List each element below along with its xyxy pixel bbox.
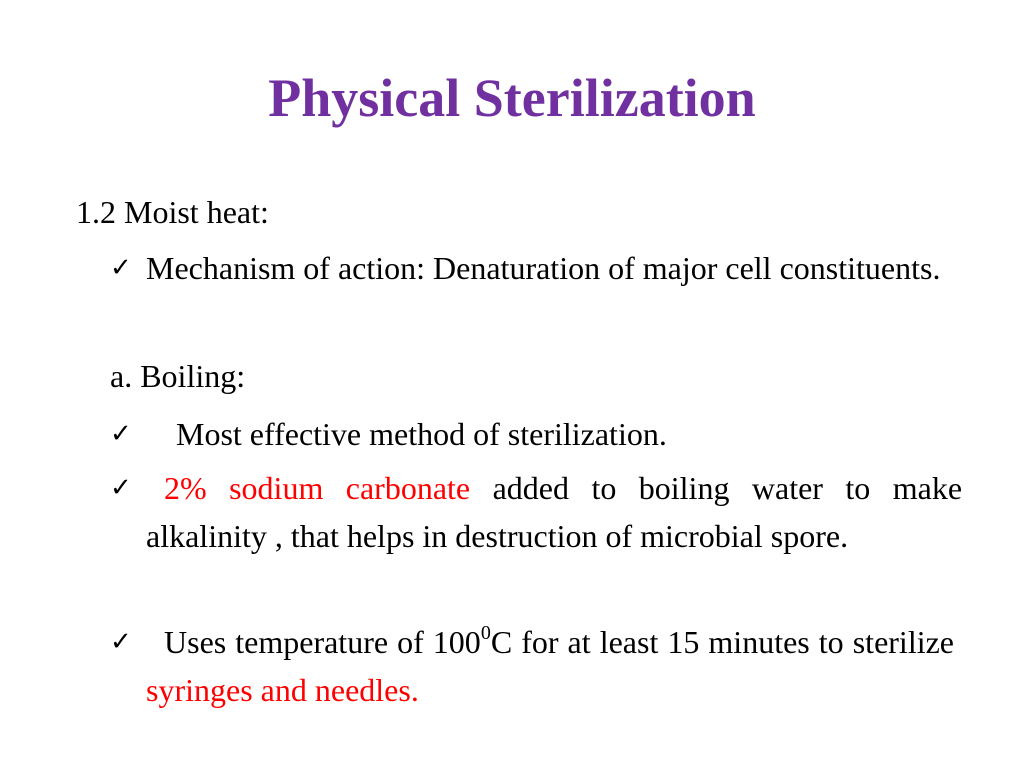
bullet-temperature-text [110, 618, 962, 714]
checkmark-icon: ✓ [110, 627, 132, 657]
highlight-syringes-needles: syringes and needles. [146, 672, 419, 708]
bullet-sodium-carbonate [110, 464, 962, 560]
highlight-sodium-carbonate: 2% sodium carbonate [164, 470, 471, 506]
checkmark-icon: ✓ [110, 419, 132, 449]
bullet-effective [110, 410, 962, 458]
bullet-temperature-middle: C for at least 15 minutes to sterilize [490, 624, 955, 660]
bullet-effective-text: Most effective method of sterilization. [176, 416, 667, 452]
subsection-heading: a. Boiling: [110, 358, 246, 394]
section-heading: 1.2 Moist heat: [76, 194, 269, 230]
bullet-sodium-carbonate-text [110, 464, 962, 560]
slide-title: Physical Sterilization [268, 68, 756, 128]
bullet-sodium-carbonate-rest: added to boiling water to make alkalinity , that helps in destruction of microbial spore. [146, 470, 963, 554]
bullet-temperature-lead: Uses temperature of 100 [164, 624, 481, 660]
bullet-temperature [110, 618, 962, 714]
bullet-mechanism [110, 244, 962, 292]
checkmark-icon: ✓ [110, 473, 132, 503]
bullet-mechanism-text: Mechanism of action: Denaturation of major cell constituents. [146, 250, 941, 286]
checkmark-icon: ✓ [110, 253, 132, 283]
degree-superscript: 0 [480, 622, 491, 644]
